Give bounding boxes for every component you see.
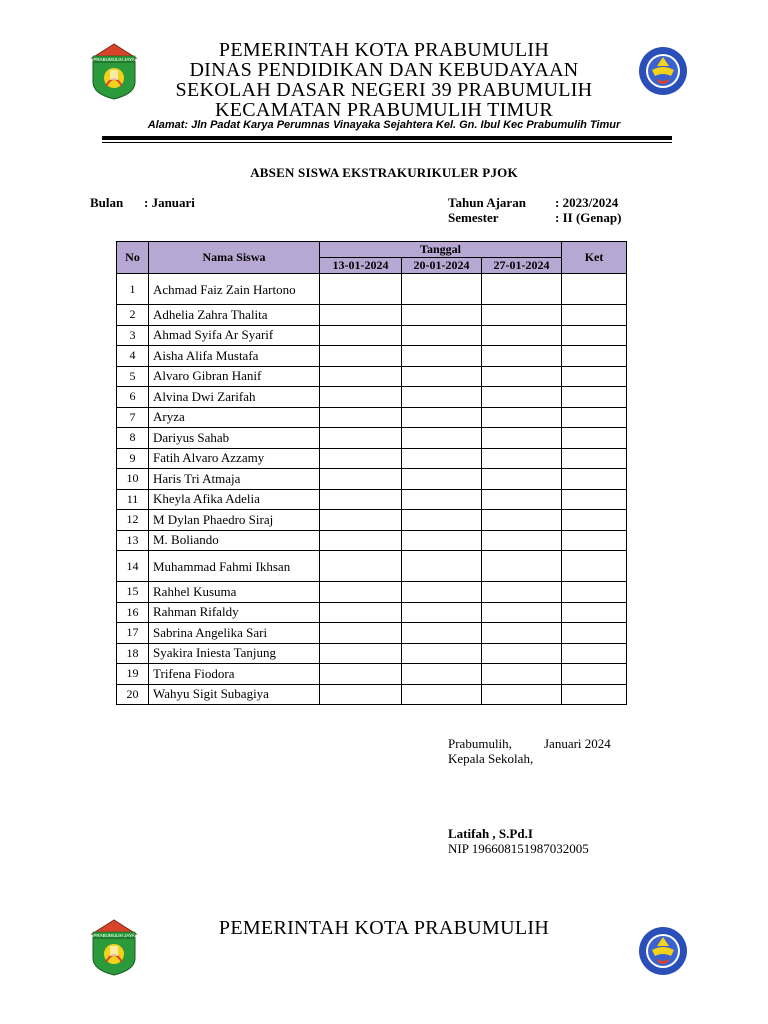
ket-cell [562,387,627,408]
row-number: 5 [117,366,149,387]
student-name: Kheyla Afika Adelia [149,489,320,510]
row-number: 17 [117,623,149,644]
row-number: 20 [117,684,149,705]
attendance-cell-date-3 [482,448,562,469]
ket-cell [562,346,627,367]
attendance-cell-date-1 [320,469,402,490]
semester-value: : II (Genap) [555,210,622,225]
student-name: Achmad Faiz Zain Hartono [149,274,320,305]
row-number: 9 [117,448,149,469]
attendance-cell-date-3 [482,602,562,623]
table-row [117,305,627,326]
signature-name: Latifah , S.Pd.I [448,826,533,841]
attendance-cell-date-2 [402,428,482,449]
kop-line-kecamatan: KECAMATAN PRABUMULIH TIMUR [214,99,554,121]
attendance-cell-date-2 [402,489,482,510]
table-row [117,366,627,387]
attendance-cell-date-1 [320,643,402,664]
attendance-cell-date-1 [320,305,402,326]
student-name: Haris Tri Atmaja [149,469,320,490]
kop-line-school: SEKOLAH DASAR NEGERI 39 PRABUMULIH [175,79,593,101]
tahun-ajaran-label: Tahun Ajaran [448,195,526,210]
table-row [117,274,627,305]
header-date-3: 27-01-2024 [482,258,562,274]
attendance-cell-date-1 [320,623,402,644]
ket-cell [562,664,627,685]
ket-cell [562,623,627,644]
attendance-cell-date-2 [402,664,482,685]
attendance-cell-date-3 [482,530,562,551]
header-date-1: 13-01-2024 [320,258,402,274]
ket-cell [562,305,627,326]
attendance-table [116,241,627,705]
signature-date: Januari 2024 [544,736,611,751]
attendance-cell-date-2 [402,643,482,664]
student-name: M. Boliando [149,530,320,551]
attendance-cell-date-1 [320,510,402,531]
ket-cell [562,643,627,664]
table-row [117,530,627,551]
attendance-cell-date-1 [320,530,402,551]
attendance-cell-date-1 [320,448,402,469]
table-row [117,489,627,510]
bulan-value: : Januari [144,195,195,210]
signature-place: Prabumulih, [448,736,512,751]
row-number: 6 [117,387,149,408]
attendance-cell-date-2 [402,387,482,408]
attendance-cell-date-1 [320,274,402,305]
attendance-cell-date-3 [482,643,562,664]
signature-nip: NIP 196608151987032005 [448,841,589,856]
student-name: Muhammad Fahmi Ikhsan [149,551,320,582]
header-tanggal: Tanggal [320,242,562,258]
semester-label: Semester [448,210,499,225]
student-name: Wahyu Sigit Subagiya [149,684,320,705]
attendance-cell-date-2 [402,325,482,346]
row-number: 3 [117,325,149,346]
table-row [117,428,627,449]
attendance-cell-date-2 [402,305,482,326]
student-name: Trifena Fiodora [149,664,320,685]
attendance-cell-date-3 [482,489,562,510]
ket-cell [562,602,627,623]
attendance-cell-date-3 [482,551,562,582]
row-number: 7 [117,407,149,428]
attendance-cell-date-2 [402,407,482,428]
attendance-cell-date-3 [482,684,562,705]
row-number: 11 [117,489,149,510]
attendance-cell-date-3 [482,407,562,428]
header-ket: Ket [562,242,627,274]
table-row [117,346,627,367]
table-row [117,602,627,623]
ket-cell [562,551,627,582]
student-name: Syakira Iniesta Tanjung [149,643,320,664]
attendance-cell-date-1 [320,684,402,705]
attendance-cell-date-3 [482,305,562,326]
attendance-cell-date-3 [482,366,562,387]
attendance-cell-date-2 [402,530,482,551]
table-row [117,510,627,531]
table-row [117,684,627,705]
attendance-cell-date-2 [402,582,482,603]
student-name: Ahmad Syifa Ar Syarif [149,325,320,346]
ket-cell [562,510,627,531]
attendance-cell-date-3 [482,346,562,367]
document-title: ABSEN SISWA EKSTRAKURIKULER PJOK [250,165,518,180]
row-number: 15 [117,582,149,603]
attendance-cell-date-3 [482,510,562,531]
student-name: Sabrina Angelika Sari [149,623,320,644]
attendance-cell-date-2 [402,551,482,582]
attendance-cell-date-3 [482,582,562,603]
emblem-lettering-page2: PRABUMULIH JAYA [93,933,135,938]
attendance-cell-date-2 [402,684,482,705]
ket-cell [562,582,627,603]
table-row [117,325,627,346]
attendance-cell-date-3 [482,387,562,408]
kop-divider-thin [102,142,672,143]
bulan-label: Bulan [90,195,124,210]
student-name: Alvina Dwi Zarifah [149,387,320,408]
attendance-cell-date-3 [482,274,562,305]
student-name: Aisha Alifa Mustafa [149,346,320,367]
attendance-cell-date-2 [402,602,482,623]
attendance-cell-date-1 [320,387,402,408]
table-row [117,448,627,469]
ket-cell [562,469,627,490]
row-number: 8 [117,428,149,449]
ket-cell [562,274,627,305]
tahun-ajaran-value: : 2023/2024 [555,195,619,210]
student-name: M Dylan Phaedro Siraj [149,510,320,531]
attendance-cell-date-1 [320,489,402,510]
row-number: 12 [117,510,149,531]
row-number: 2 [117,305,149,326]
kop-address: Alamat: Jln Padat Karya Perumnas Vinayaka Sejahtera Kel. Gn. Ibul Kec Prabumulih Timur [147,119,621,131]
attendance-cell-date-1 [320,602,402,623]
table-row [117,664,627,685]
attendance-cell-date-2 [402,274,482,305]
table-header-row [117,242,627,258]
ket-cell [562,530,627,551]
kop-line-dinas: DINAS PENDIDIKAN DAN KEBUDAYAAN [189,59,579,81]
table-row [117,582,627,603]
row-number: 19 [117,664,149,685]
signature-role: Kepala Sekolah, [448,751,534,766]
ket-cell [562,407,627,428]
row-number: 1 [117,274,149,305]
emblem-lettering: PRABUMULIH JAYA [93,57,135,62]
table-row [117,407,627,428]
attendance-cell-date-1 [320,582,402,603]
attendance-cell-date-3 [482,664,562,685]
student-name: Alvaro Gibran Hanif [149,366,320,387]
attendance-cell-date-1 [320,551,402,582]
attendance-cell-date-3 [482,428,562,449]
attendance-cell-date-2 [402,366,482,387]
attendance-cell-date-2 [402,448,482,469]
ket-cell [562,684,627,705]
table-row [117,623,627,644]
student-name: Rahhel Kusuma [149,582,320,603]
attendance-cell-date-1 [320,664,402,685]
header-nama-siswa: Nama Siswa [149,242,320,274]
row-number: 4 [117,346,149,367]
attendance-cell-date-3 [482,623,562,644]
header-date-2: 20-01-2024 [402,258,482,274]
student-name: Rahman Rifaldy [149,602,320,623]
ket-cell [562,325,627,346]
student-name: Dariyus Sahab [149,428,320,449]
student-name: Aryza [149,407,320,428]
attendance-cell-date-3 [482,469,562,490]
attendance-cell-date-1 [320,407,402,428]
row-number: 13 [117,530,149,551]
kop-line-government: PEMERINTAH KOTA PRABUMULIH [218,39,550,61]
row-number: 10 [117,469,149,490]
kop-divider-thick [102,136,672,140]
table-row [117,469,627,490]
attendance-cell-date-1 [320,325,402,346]
row-number: 16 [117,602,149,623]
student-name: Fatih Alvaro Azzamy [149,448,320,469]
attendance-cell-date-1 [320,428,402,449]
row-number: 14 [117,551,149,582]
attendance-cell-date-1 [320,346,402,367]
table-row [117,387,627,408]
attendance-cell-date-2 [402,623,482,644]
header-no: No [117,242,149,274]
table-row [117,643,627,664]
student-name: Adhelia Zahra Thalita [149,305,320,326]
attendance-cell-date-2 [402,469,482,490]
attendance-cell-date-2 [402,510,482,531]
attendance-cell-date-1 [320,366,402,387]
table-row [117,551,627,582]
ket-cell [562,366,627,387]
page2-kop-line-government: PEMERINTAH KOTA PRABUMULIH [218,917,550,939]
ket-cell [562,448,627,469]
ket-cell [562,489,627,510]
attendance-cell-date-2 [402,346,482,367]
ket-cell [562,428,627,449]
attendance-cell-date-3 [482,325,562,346]
row-number: 18 [117,643,149,664]
